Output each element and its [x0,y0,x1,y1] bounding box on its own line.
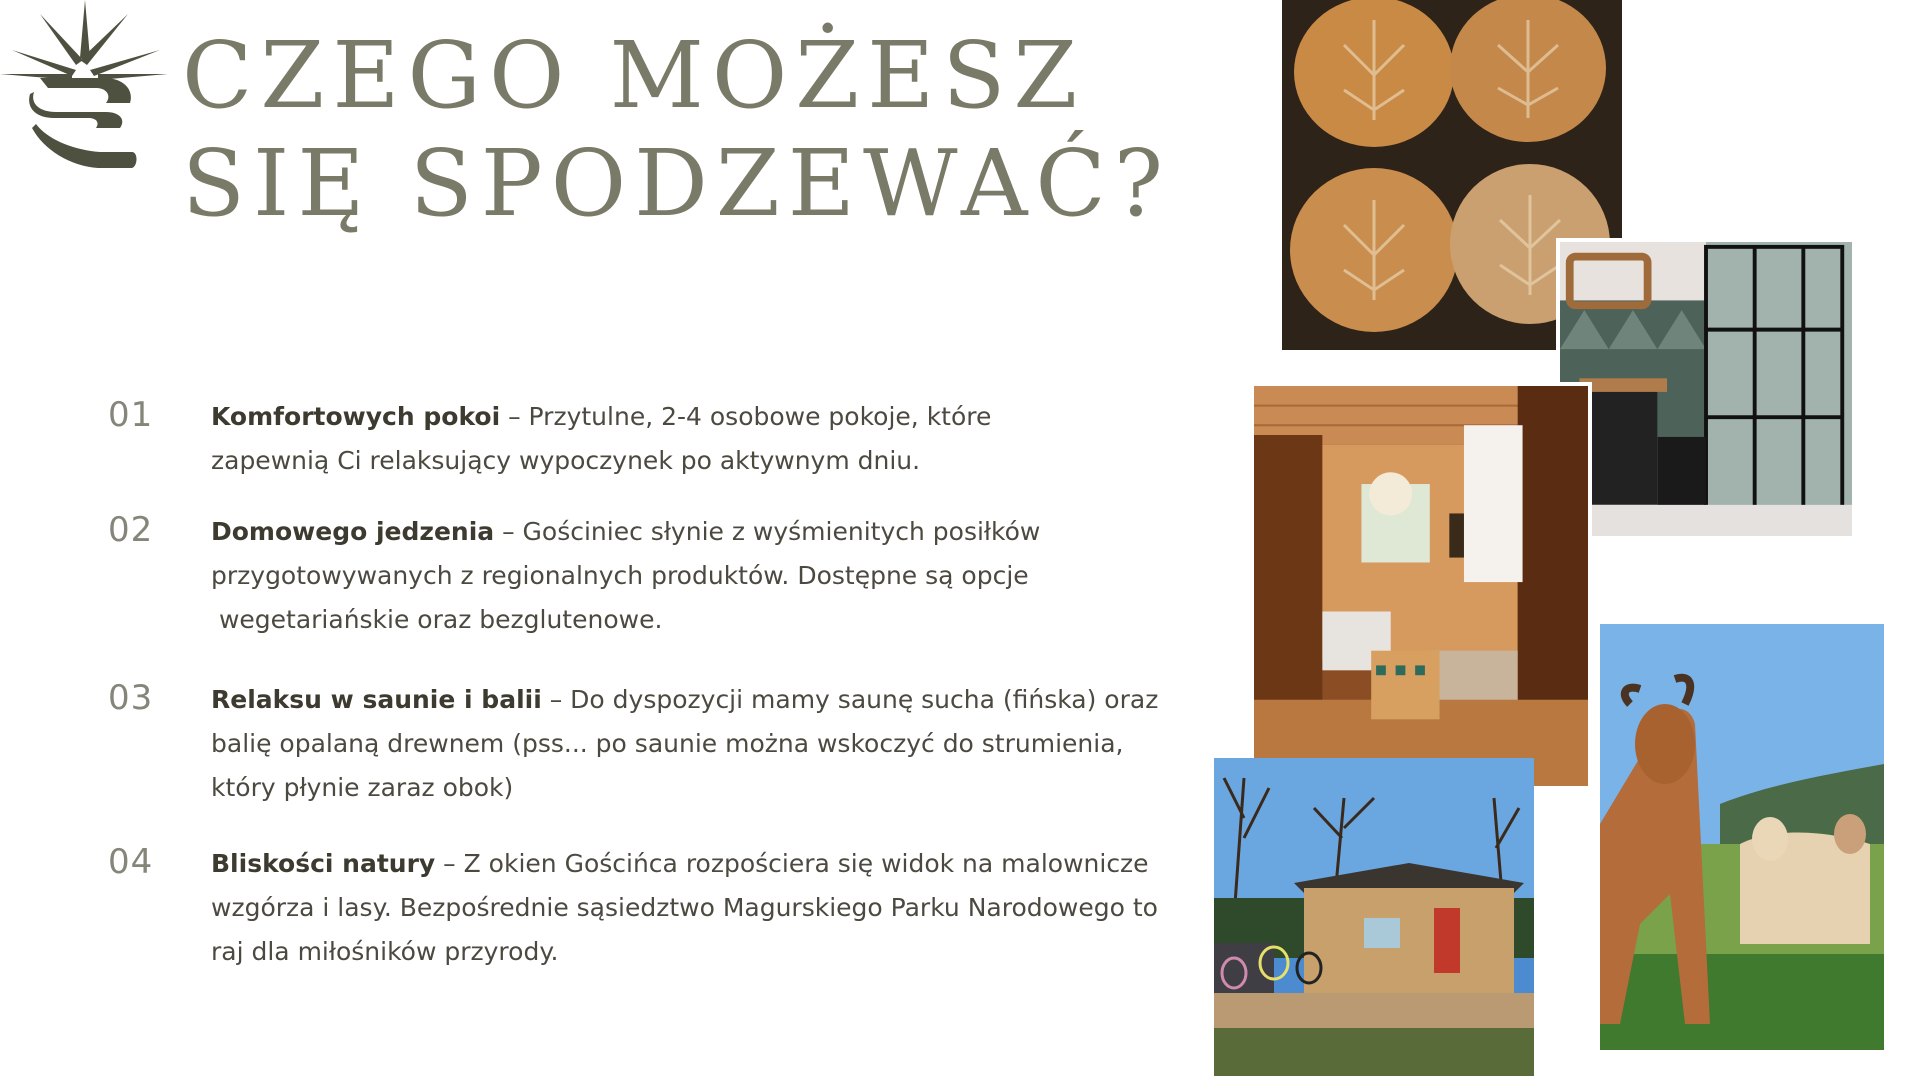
item-line: balię opalaną drewnem (pss... po saunie można wskoczyć do strumienia, [211,729,1124,758]
item-number: 03 [108,678,154,718]
item-text [211,842,1191,974]
sauna-cabin-photo [1214,758,1534,1076]
item-text [211,395,1191,483]
item-line: – Z okien Gościńca rozpościera się widok na malownicze [435,849,1149,878]
item-line: który płynie zaraz obok) [211,773,514,802]
bedroom-photo [1250,382,1592,790]
item-line: zapewnią Ci relaksujący wypoczynek po aktywnym dniu. [211,446,921,475]
item-number: 04 [108,842,154,882]
title-line-1: CZEGO MOŻESZ [182,22,1086,129]
goats-photo [1600,624,1884,1050]
bathroom-photo [1556,238,1856,540]
item-heading: Komfortowych pokoi [211,402,501,431]
item-line: raj dla miłośników przyrody. [211,937,559,966]
item-heading: Relaksu w saunie i balii [211,685,542,714]
item-line: – Gościniec słynie z wyśmienitych posiłków [494,517,1041,546]
item-heading: Domowego jedzenia [211,517,495,546]
item-line: przygotowywanych z regionalnych produktów. Dostępne są opcje [211,561,1029,590]
item-text [211,510,1191,642]
page-title [182,22,1171,238]
item-line: wzgórza i lasy. Bezpośrednie sąsiedztwo Magurskiego Parku Narodowego to [211,893,1158,922]
item-line: – Do dyspozycji mamy saunę sucha (fińska) oraz [541,685,1159,714]
item-heading: Bliskości natury [211,849,436,878]
title-line-2: SIĘ SPODZEWAĆ? [182,130,1172,237]
item-number: 02 [108,510,154,550]
item-text [211,678,1191,810]
item-line: – Przytulne, 2-4 osobowe pokoje, które [500,402,992,431]
item-line: wegetariańskie oraz bezglutenowe. [211,605,663,634]
item-number: 01 [108,395,154,435]
sun-hands-logo-icon [0,0,170,175]
